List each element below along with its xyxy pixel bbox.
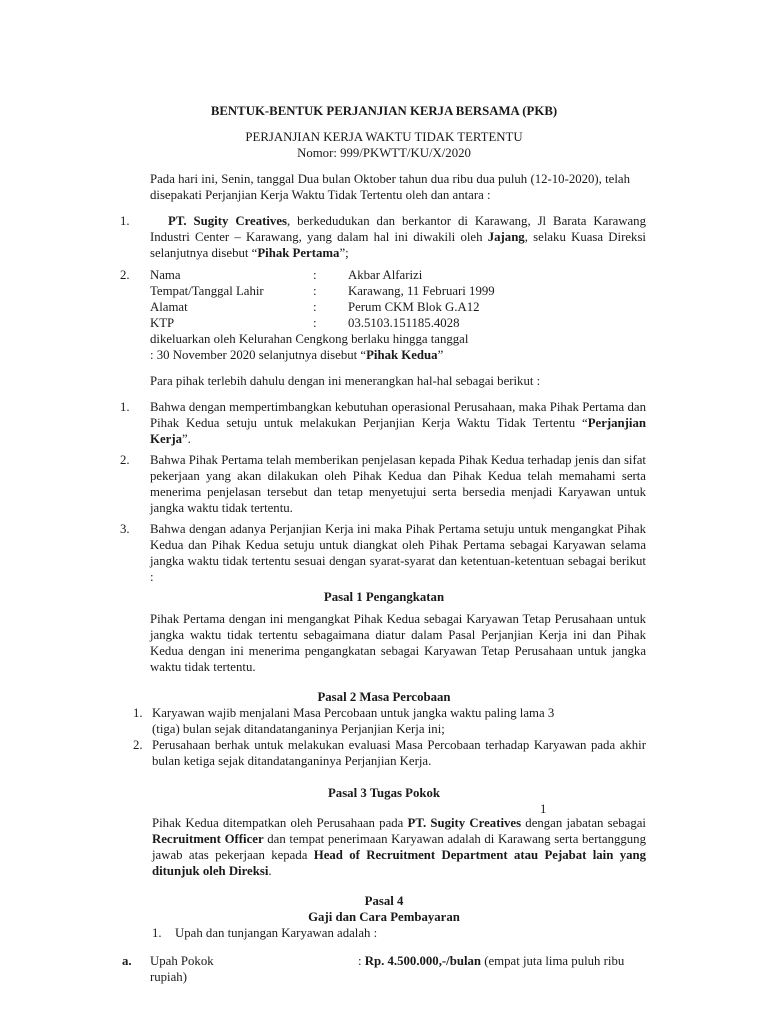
salary-words-continued: rupiah) [150, 970, 187, 984]
party1-representative: Jajang [487, 230, 525, 244]
recital-2: Bahwa Pihak Pertama telah memberikan penjelasan kepada Pihak Kedua terhadap jenis dan sifat pekerjaan yang akan dilakukan oleh Pihak Kedua dan Pihak Kedua telah memahami serta menerima penjelasan tersebut dan tetap menyetujui serta bersedia menjadi Karyawan untuk jangka waktu tidak tertentu. [150, 453, 646, 515]
agreement-title: PERJANJIAN KERJA WAKTU TIDAK TERTENTU [245, 130, 523, 144]
party2-ktp-issuer: dikeluarkan oleh Kelurahan Cengkong berlaku hingga tanggal [150, 332, 469, 346]
party2-number: 2. [120, 268, 130, 282]
recital-number: 3. [120, 522, 130, 536]
recital-1: Bahwa dengan mempertimbangkan kebutuhan operasional Perusahaan, maka Pihak Pertama dan Pihak Kedua setuju untuk melakukan Perjanjian Kerja Waktu Tidak Tertentu “Perjanjian Kerja”. [150, 400, 646, 446]
party2-label-address: Alamat [150, 300, 188, 314]
party2-value-ktp: 03.5103.151185.4028 [348, 316, 460, 330]
party1-paragraph: PT. Sugity Creatives, berkedudukan dan berkantor di Karawang, Jl Barata Karawang Industri Center – Karawang, yang dalam hal ini diwakili oleh Jajang, selaku Kuasa Direksi selanjutnya disebut “Pihak Pertama”; [150, 214, 646, 260]
recitals-intro: Para pihak terlebih dahulu dengan ini menerangkan hal-hal sebagai berikut : [150, 374, 541, 388]
pasal3-text: Pihak Kedua ditempatkan oleh Perusahaan pada PT. Sugity Creatives dengan jabatan sebagai Recruitment Officer dan tempat penerimaan Karyawan adalah di Karawang serta bertanggung jawab atas pekerjaan kepada Head of Recruitment Department atau Pejabat lain yang ditunjuk oleh Direksi. [152, 816, 647, 878]
party2-value-address: Perum CKM Blok G.A12 [348, 300, 480, 314]
salary-label: Upah Pokok [150, 954, 214, 968]
pasal2-item1-line1: Karyawan wajib menjalani Masa Percobaan untuk jangka waktu paling lama 3 [152, 706, 555, 720]
party2-label-ktp: KTP [150, 316, 175, 330]
agreement-number: Nomor: 999/PKWTT/KU/X/2020 [297, 146, 471, 160]
pasal4-subtitle: Gaji dan Cara Pembayaran [308, 910, 460, 924]
recital-3: Bahwa dengan adanya Perjanjian Kerja ini maka Pihak Pertama setuju untuk mengangkat Pihak Kedua dan Pihak Kedua setuju untuk diangkat oleh Pihak Pertama sebagai Karyawan selama jangka waktu tidak tertentu sesuai dengan syarat-syarat dan ketentuan-ketentuan sebagai berikut : [150, 522, 646, 584]
salary-value: : Rp. 4.500.000,-/bulan (empat juta lima puluh ribu [358, 954, 625, 968]
salary-amount: Rp. 4.500.000,-/bulan [364, 954, 482, 968]
document-title: BENTUK-BENTUK PERJANJIAN KERJA BERSAMA (PKB) [210, 104, 558, 118]
party2-sep: : [313, 300, 317, 314]
pasal2-title: Pasal 2 Masa Percobaan [317, 690, 451, 704]
pasal4-title: Pasal 4 [364, 894, 404, 908]
pasal3-title: Pasal 3 Tugas Pokok [327, 786, 441, 800]
party2-sep: : [313, 316, 317, 330]
party2-label-birth: Tempat/Tanggal Lahir [150, 284, 264, 298]
party2-label-name: Nama [150, 268, 181, 282]
pasal2-item-number: 1. [133, 706, 143, 720]
party2-sep: : [313, 268, 317, 282]
intro-paragraph: Pada hari ini, Senin, tanggal Dua bulan Oktober tahun dua ribu dua puluh (12-10-2020), telah disepakati Perjanjian Kerja Waktu Tidak Tertentu oleh dan antara : [150, 172, 630, 202]
pasal2-item-number: 2. [133, 738, 143, 752]
party2-value-name: Akbar Alfarizi [348, 268, 423, 282]
party2-value-birth: Karawang, 11 Februari 1999 [348, 284, 495, 298]
pasal2-item1-line2: (tiga) bulan sejak ditandatanganinya Perjanjian Kerja ini; [152, 722, 445, 736]
page-number: 1 [540, 802, 547, 816]
party2-ktp-validity: : 30 November 2020 selanjutnya disebut “Pihak Kedua” [150, 348, 444, 362]
pasal1-title: Pasal 1 Pengangkatan [323, 590, 445, 604]
pasal1-text: Pihak Pertama dengan ini mengangkat Pihak Kedua sebagai Karyawan Tetap Perusahaan untuk jangka waktu tidak tertentu sebagaimana diatur dalam Pasal Perjanjian Kerja ini dan Pihak Kedua dengan ini menerima pengangkatan sebagai Karyawan Tetap Perusahaan untuk jangka waktu tidak tertentu. [150, 612, 646, 674]
pasal4-letter-a: a. [122, 954, 132, 968]
party1-number: 1. [120, 214, 130, 228]
pasal4-item1: Upah dan tunjangan Karyawan adalah : [175, 926, 378, 940]
party1-company: PT. Sugity Creatives [168, 214, 287, 228]
party2-sep: : [313, 284, 317, 298]
recital-number: 1. [120, 400, 130, 414]
pasal2-item2: Perusahaan berhak untuk melakukan evaluasi Masa Percobaan terhadap Karyawan pada akhir bulan ketiga sejak ditandatanganinya Perjanjian Kerja. [152, 738, 646, 768]
recital-number: 2. [120, 453, 130, 467]
party2-alias: Pihak Kedua [366, 348, 438, 362]
party1-alias: Pihak Pertama [257, 246, 340, 260]
pasal4-item-number: 1. [152, 926, 162, 940]
